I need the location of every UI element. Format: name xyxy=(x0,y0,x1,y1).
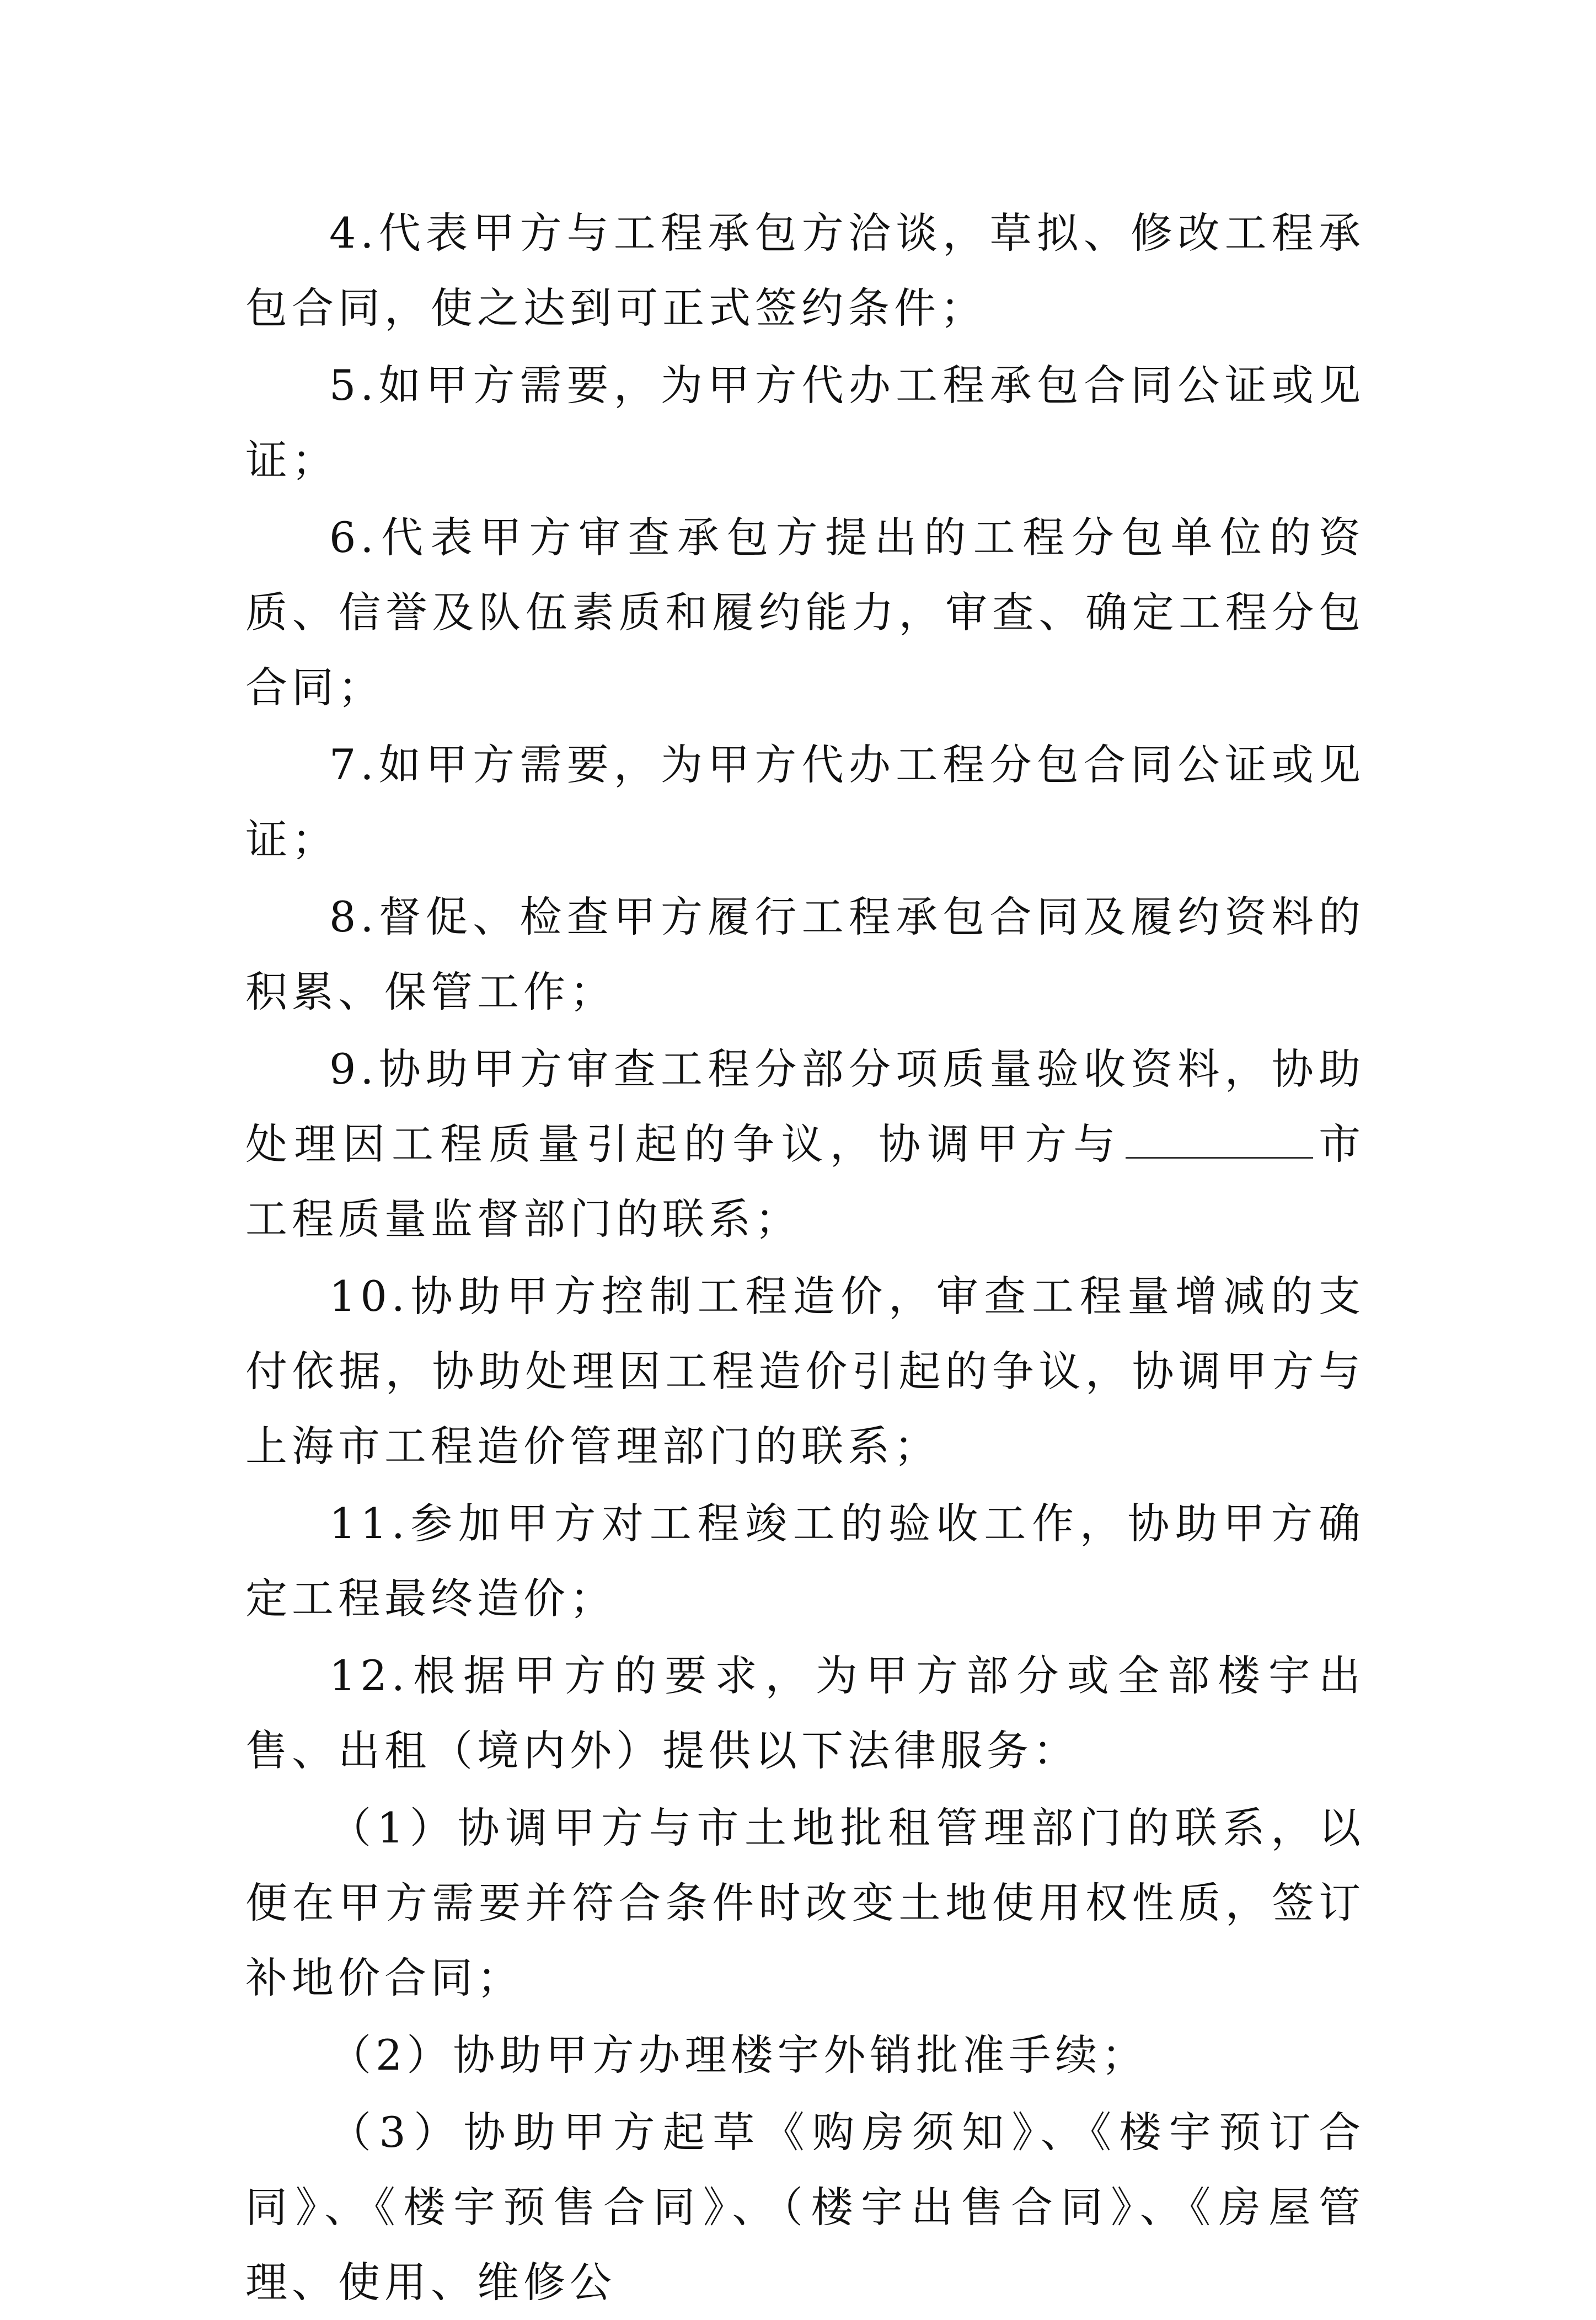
clause-12-sub-3: （3）协助甲方起草《购房须知》、《楼宇预订合同》、《楼宇预售合同》、（楼宇出售合同》、《房屋管理、使用、维修公 xyxy=(245,2108,1365,2307)
document-page xyxy=(245,196,1365,2320)
clause-8: 8.督促、检查甲方履行工程承包合同及履约资料的积累、保管工作； xyxy=(245,892,1365,1016)
clause-12-sub-2: （2）协助甲方办理楼宇外销批准手续； xyxy=(329,2030,1148,2080)
clause-10: 10.协助甲方控制工程造价，审查工程量增减的支付依据，协助处理因工程造价引起的争议，协调甲方与上海市工程造价管理部门的联系； xyxy=(245,1272,1365,1471)
fill-in-blank-line xyxy=(1126,1118,1313,1159)
clause-4: 4.代表甲方与工程承包方洽谈，草拟、修改工程承包合同，使之达到可正式签约条件； xyxy=(245,208,1365,333)
clause-12-sub-1: （1）协调甲方与市土地批租管理部门的联系，以便在甲方需要并符合条件时改变土地使用权性质，签订补地价合同； xyxy=(245,1803,1365,2002)
clause-6: 6.代表甲方审查承包方提出的工程分包单位的资质、信誉及队伍素质和履约能力，审查、确定工程分包合同； xyxy=(245,513,1365,712)
clause-11: 11.参加甲方对工程竣工的验收工作，协助甲方确定工程最终造价； xyxy=(245,1499,1365,1623)
clause-9 xyxy=(245,1032,1365,1257)
clause-5: 5.如甲方需要，为甲方代办工程承包合同公证或见证； xyxy=(245,361,1365,485)
clause-7: 7.如甲方需要，为甲方代办工程分包合同公证或见证； xyxy=(245,740,1365,864)
clause-12: 12.根据甲方的要求，为甲方部分或全部楼宇出售、出租（境内外）提供以下法律服务： xyxy=(245,1651,1365,1775)
clause-9-part-b: 市工程质量监督部门的联系； xyxy=(245,1119,1365,1244)
clause-9-part-a: 9.协助甲方审查工程分部分项质量验收资料，协助处理因工程质量引起的争议，协调甲方与 xyxy=(245,1044,1365,1169)
